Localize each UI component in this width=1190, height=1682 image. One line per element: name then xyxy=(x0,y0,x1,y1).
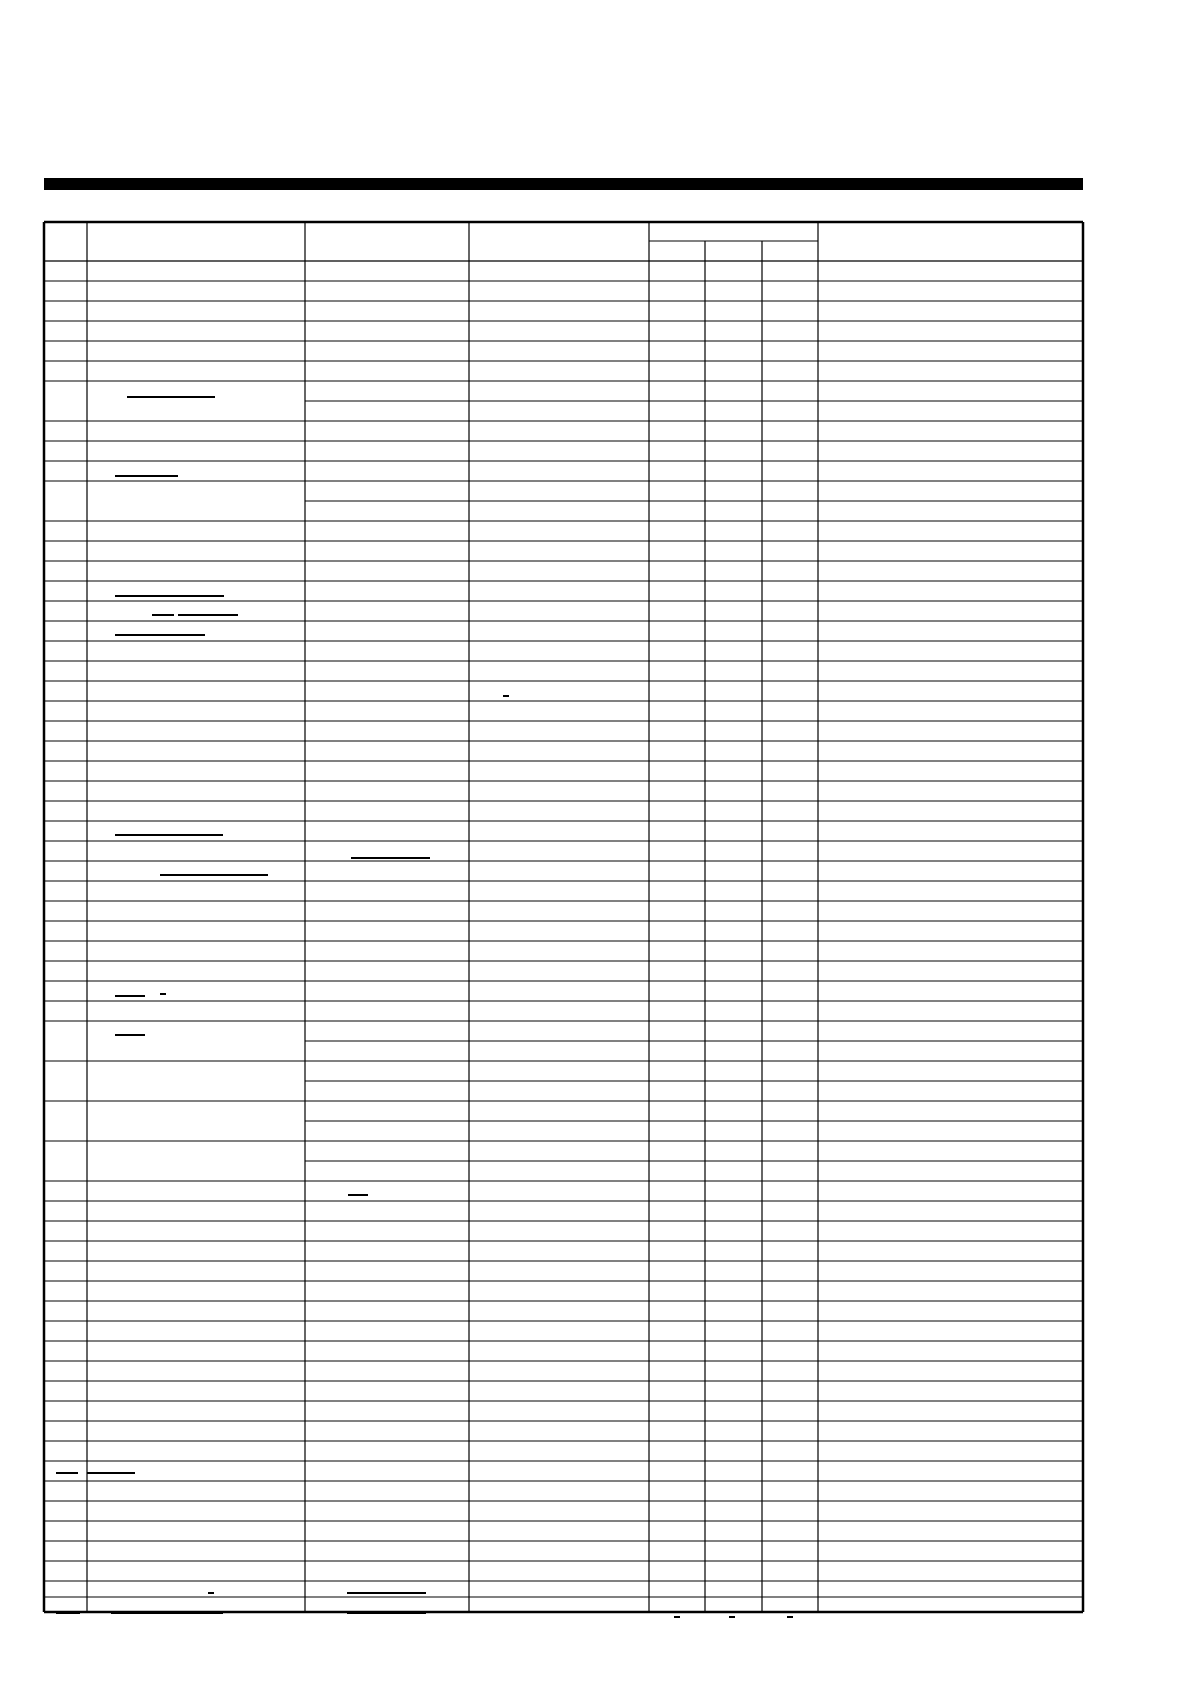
underline-mark xyxy=(127,396,215,398)
underline-mark xyxy=(729,1616,735,1618)
underline-mark xyxy=(152,614,174,616)
underline-mark xyxy=(503,695,509,697)
underline-mark xyxy=(348,1194,368,1196)
underline-mark xyxy=(160,993,166,995)
underline-mark xyxy=(674,1616,680,1618)
underline-mark xyxy=(115,595,224,597)
underline-mark xyxy=(115,1034,145,1036)
underline-mark xyxy=(56,1472,78,1474)
underline-mark xyxy=(347,1592,426,1594)
underline-mark xyxy=(111,1612,223,1614)
underline-mark xyxy=(351,857,430,859)
underline-mark xyxy=(787,1616,793,1618)
underline-mark xyxy=(208,1592,214,1594)
underline-mark xyxy=(178,614,238,616)
underline-mark xyxy=(347,1612,426,1614)
underline-mark xyxy=(115,834,223,836)
underline-mark xyxy=(115,634,205,636)
underline-mark xyxy=(160,874,268,876)
underline-mark xyxy=(115,475,178,477)
underline-mark xyxy=(56,1612,80,1614)
underline-mark xyxy=(87,1472,135,1474)
underline-mark xyxy=(115,995,145,997)
